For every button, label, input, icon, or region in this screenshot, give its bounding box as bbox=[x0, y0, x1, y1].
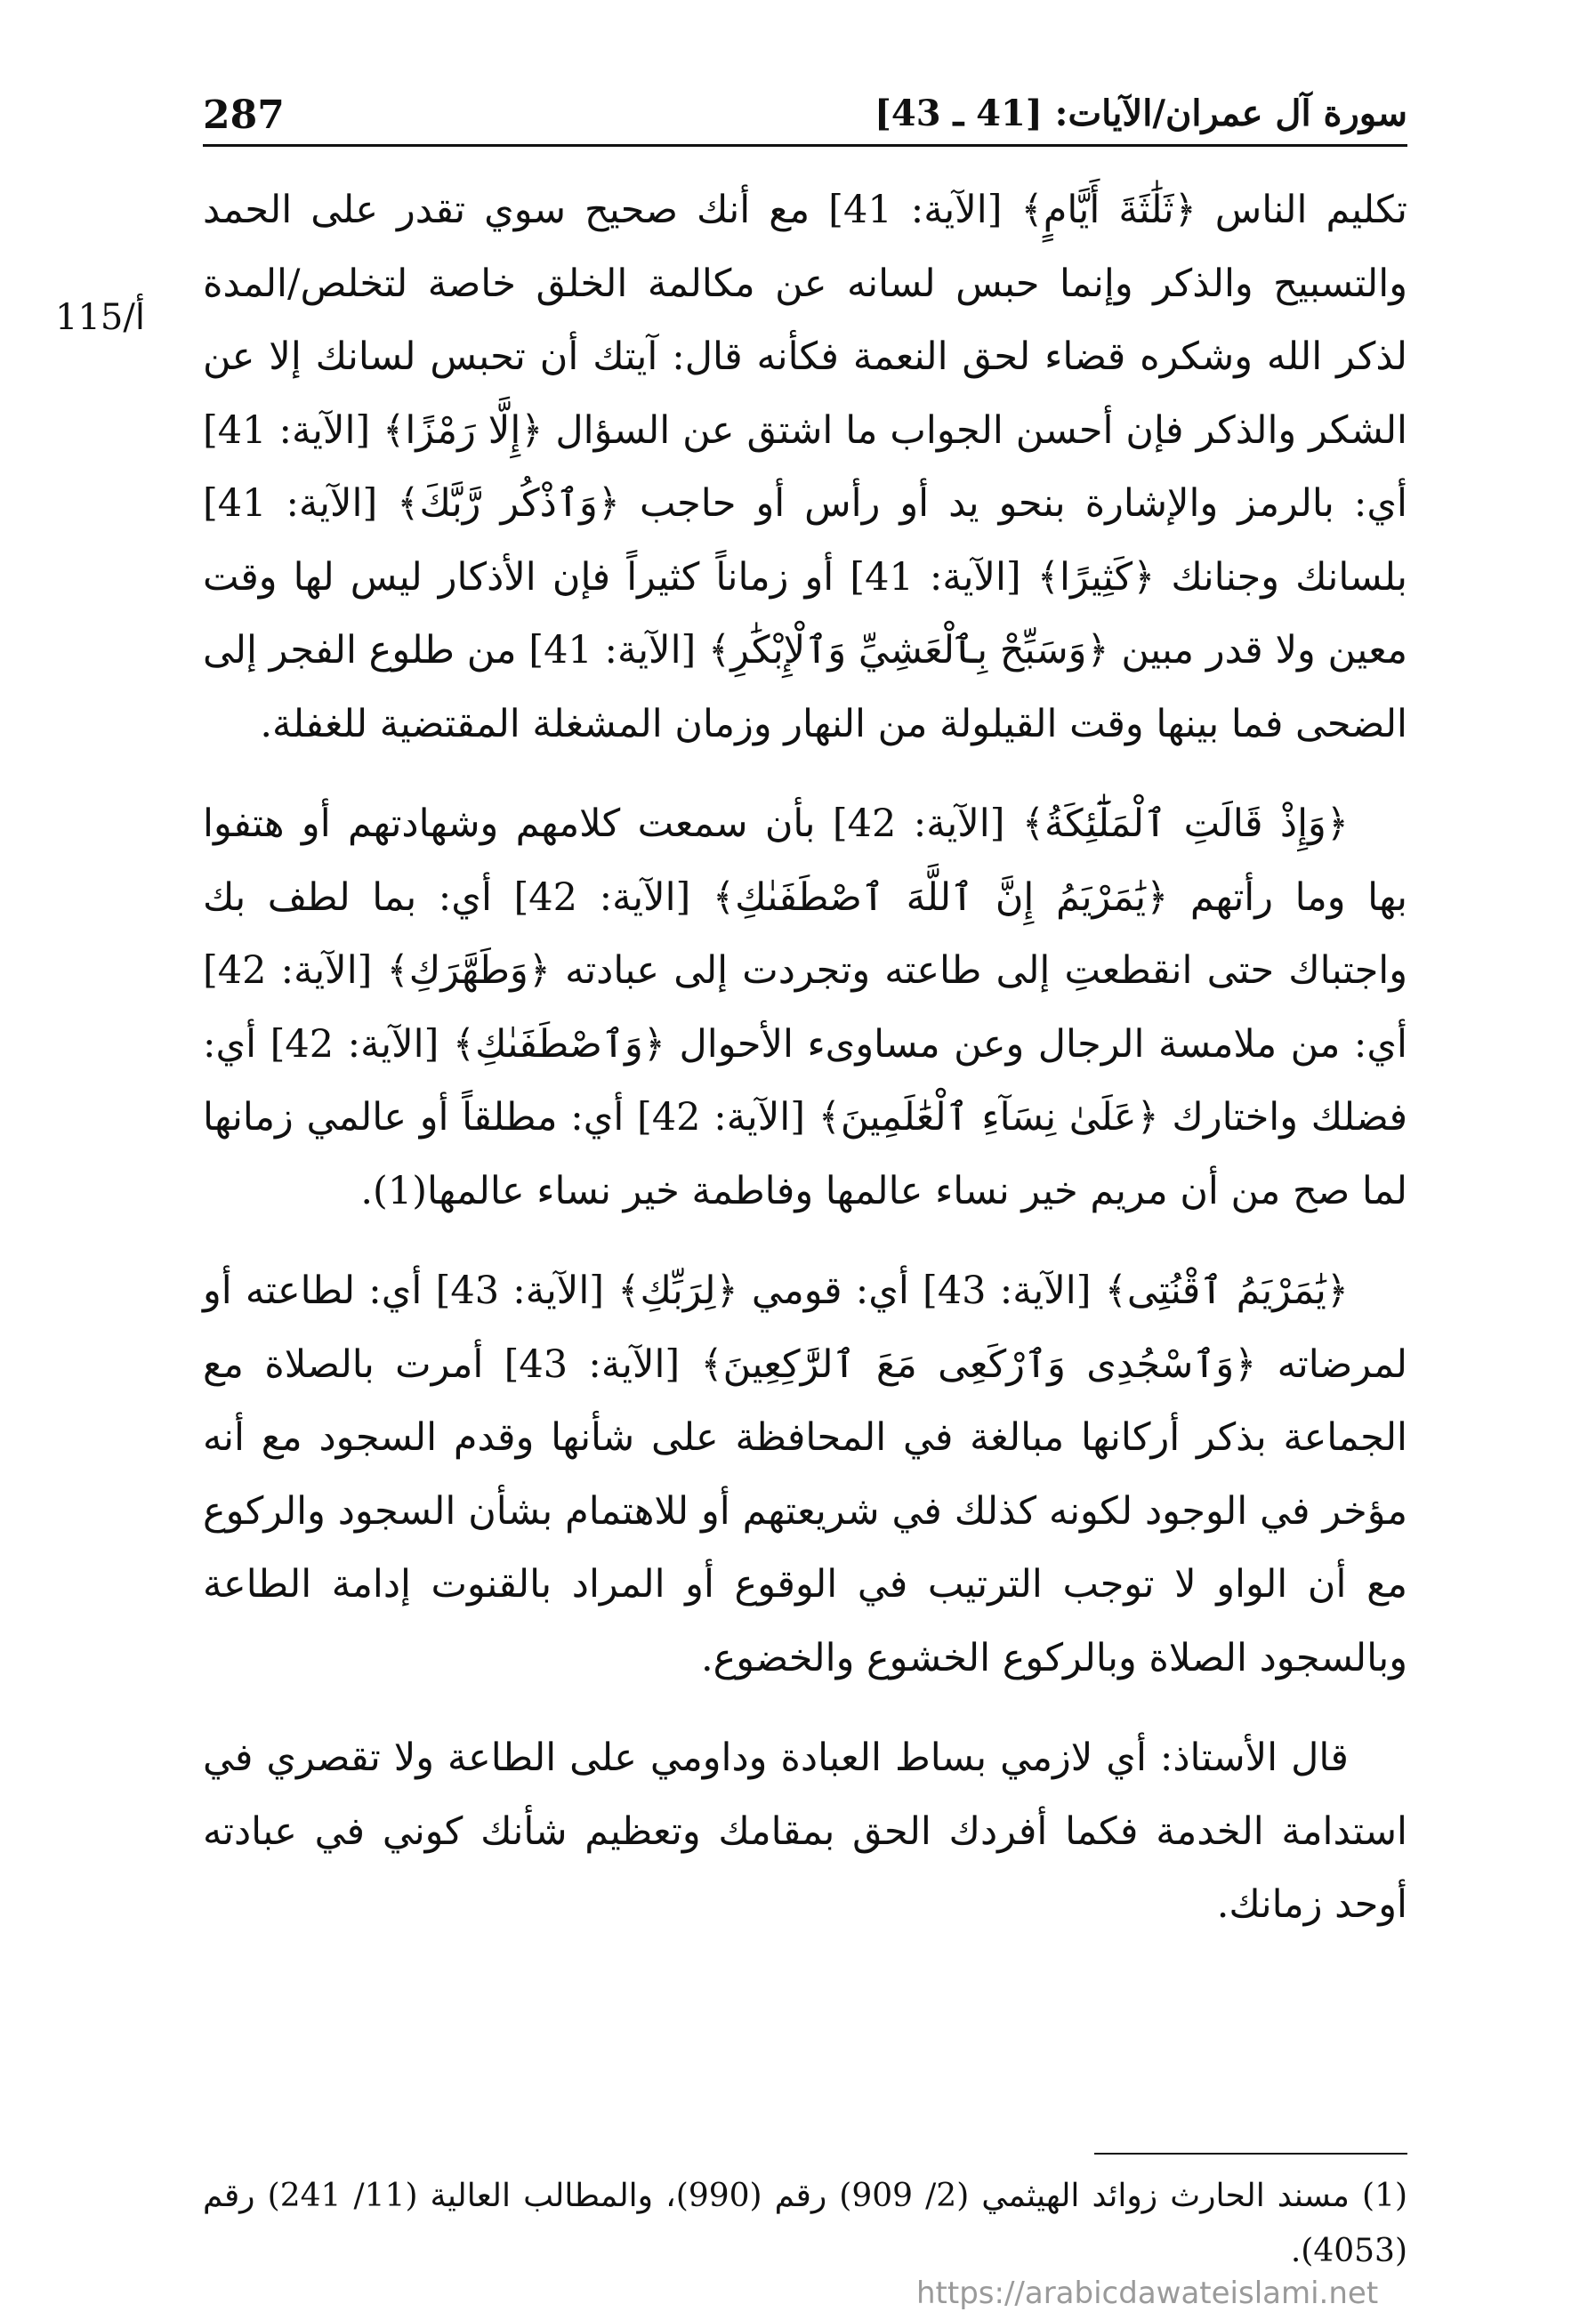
paragraph-3: ﴿يَٰمَرْيَمُ ٱقْنُتِى﴾ [الآية: 43] أي: قومي ﴿لِرَبِّكِ﴾ [الآية: 43] أي: لطاعته أو لمرضاته ﴿وَٱسْجُدِى وَٱرْكَعِى مَعَ ٱلرَّٰكِعِينَ﴾ [الآية: 43] أمرت بالصلاة مع الجماعة بذكر أركانها مبالغة في المحافظة على شأنها وقدم السجود مع أنه مؤخر في الوجود لكونه كذلك في شريعتهم أو للاهتمام بشأن السجود والركوع مع أن الواو لا توجب الترتيب في الوقوع أو المراد بالقنوت إدامة الطاعة وبالسجود الصلاة وبالركوع الخشوع والخضوع. bbox=[203, 1269, 1407, 1680]
manuscript-folio-marker: 115/أ bbox=[55, 297, 145, 338]
footnote-divider bbox=[1094, 2153, 1407, 2155]
paragraph-2: ﴿وَإِذْ قَالَتِ ٱلْمَلَٰٓئِكَةُ﴾ [الآية: 42] بأن سمعت كلامهم وشهادتهم أو هتفوا بها وما رأتهم ﴿يَٰمَرْيَمُ إِنَّ ٱللَّهَ ٱصْطَفَىٰكِ﴾ [الآية: 42] أي: بما لطف بك واجتباك حتى انقطعتِ إلى طاعته وتجردت إلى عبادته ﴿وَطَهَّرَكِ﴾ [الآية: 42] أي: من ملامسة الرجال وعن مساوىء الأحوال ﴿وَٱصْطَفَىٰكِ﴾ [الآية: 42] أي: فضلك واختارك ﴿عَلَىٰ نِسَآءِ ٱلْعَٰلَمِينَ﴾ [الآية: 42] أي: مطلقاً أو عالمي زمانها لما صح من أن مريم خير نساء عالمها وفاطمة خير نساء عالمها(1). bbox=[203, 802, 1408, 1213]
page-number: 287 bbox=[203, 93, 285, 138]
page-header bbox=[203, 89, 1407, 147]
paragraph-1: تكليم الناس ﴿ثَلَٰثَةَ أَيَّامٍ﴾ [الآية: 41] مع أنك صحيح سوي تقدر على الحمد والتسبيح والذكر وإنما حبس لسانه عن مكالمة الخلق خاصة لتخلص/المدة لذكر الله وشكره قضاء لحق النعمة فكأنه قال: آيتك أن تحبس لسانك إلا عن الشكر والذكر فإن أحسن الجواب ما اشتق عن السؤال ﴿إِلَّا رَمْزًا﴾ [الآية: 41] أي: بالرمز والإشارة بنحو يد أو رأس أو حاجب ﴿وَٱذْكُر رَّبَّكَ﴾ [الآية: 41] بلسانك وجنانك ﴿كَثِيرًا﴾ [الآية: 41] أو زماناً كثيراً فإن الأذكار ليس لها وقت معين ولا قدر مبين ﴿وَسَبِّحْ بِٱلْعَشِيِّ وَٱلْإِبْكَٰرِ﴾ [الآية: 41] من طلوع الفجر إلى الضحى فما بينها وقت القيلولة من النهار وزمان المشغلة المقتضية للغفلة. bbox=[203, 188, 1407, 746]
paragraph-4: قال الأستاذ: أي لازمي بساط العبادة وداومي على الطاعة ولا تقصري في استدامة الخدمة فكما أفردك الحق بمقامك وتعظيم شأنك كوني في عبادته أوحد زمانك. bbox=[203, 1736, 1407, 1927]
footnote: (1) مسند الحارث زوائد الهيثمي (2/ 909) رقم (990)، والمطالب العالية (11/ 241) رقم (4053). bbox=[203, 2178, 1408, 2269]
watermark-url: https://arabicdawateislami.net bbox=[916, 2276, 1379, 2311]
running-head: سورة آل عمران/الآيات: [41 ـ 43] bbox=[874, 93, 1407, 134]
main-text bbox=[203, 173, 1407, 1942]
